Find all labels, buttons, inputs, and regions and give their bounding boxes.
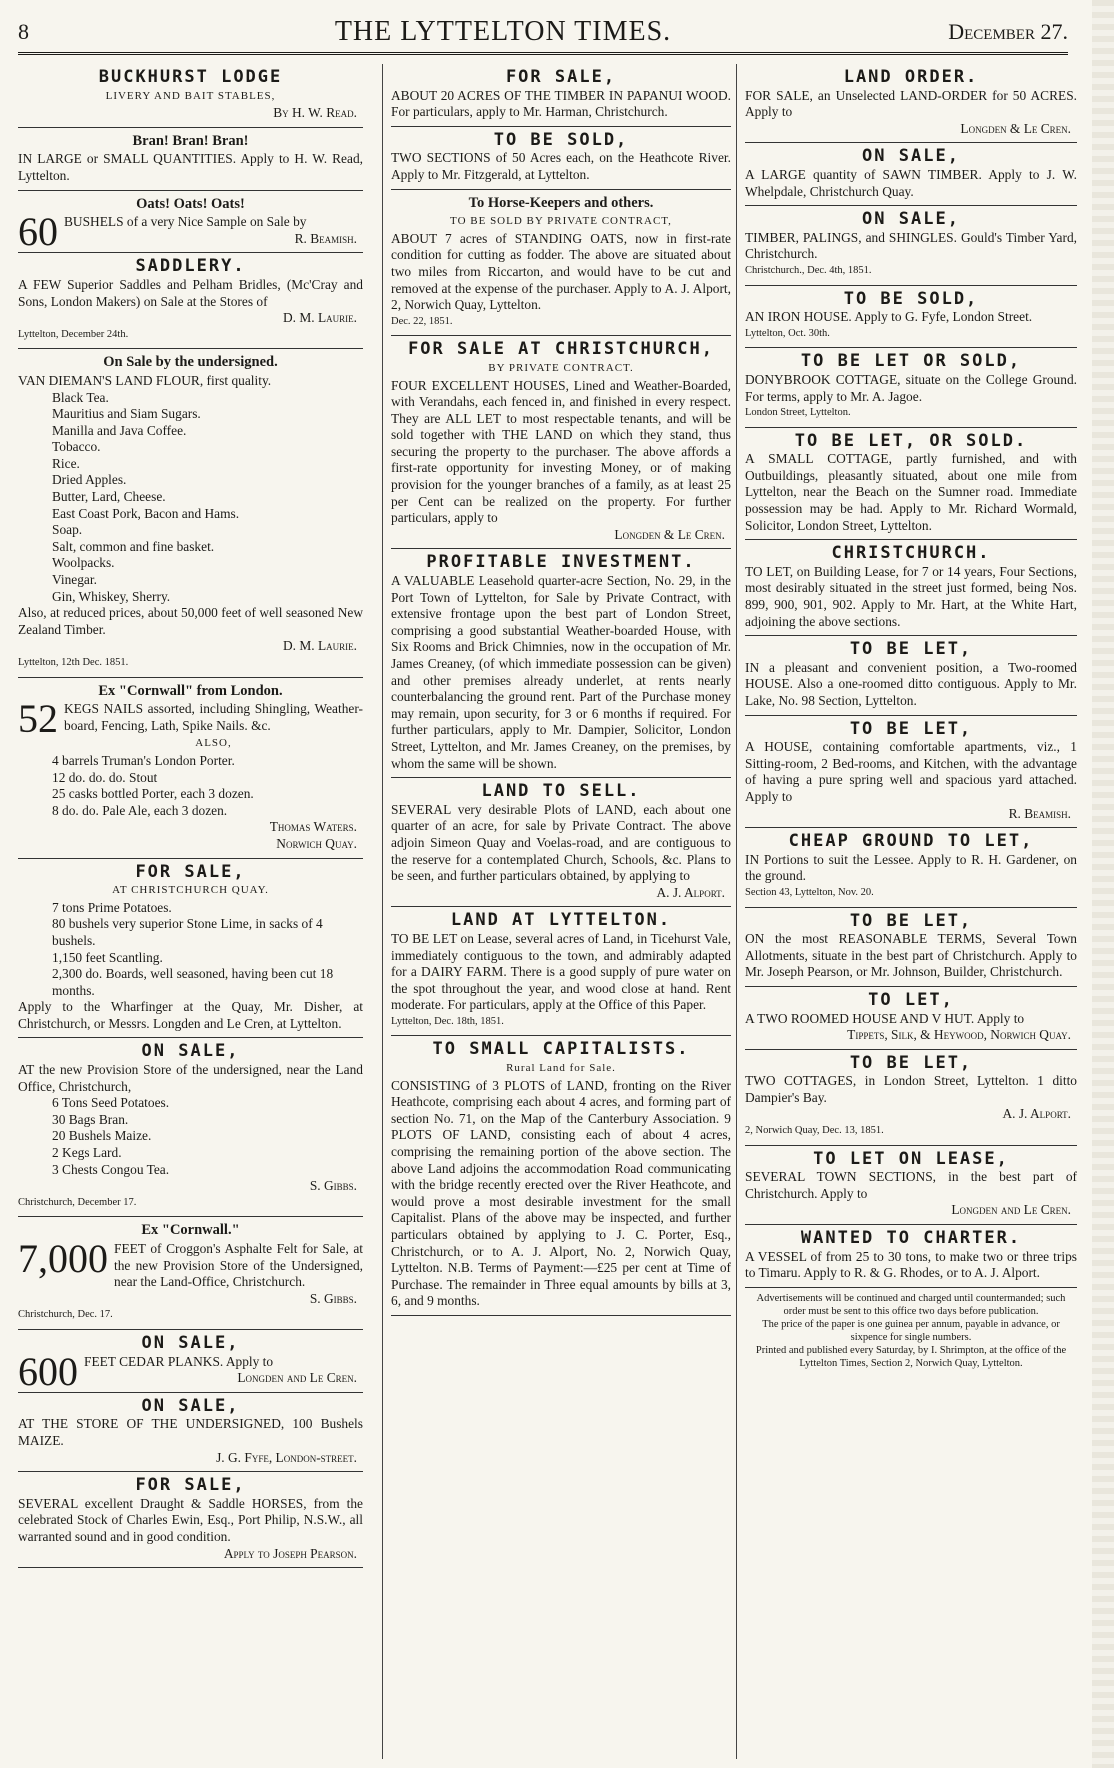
list-item: 1,150 feet Scantling.: [52, 949, 163, 965]
advertisement: [745, 1225, 1077, 1288]
ad-body-text: FEET of Croggon's Asphalte Felt for Sale, at the new Provision Store of the Undersigned, near the Land-Office, Christchurch.: [114, 1241, 363, 1290]
advertisement: [391, 190, 731, 337]
ad-body: [745, 852, 1077, 885]
ad-body-text: A TWO ROOMED HOUSE AND V HUT. Apply to: [745, 1010, 1025, 1026]
list-item: 12 do. do. do. Stout: [52, 769, 158, 785]
advertisement: [745, 286, 1077, 349]
ad-heading: TO BE LET,: [849, 910, 973, 931]
ad-body-text: A SMALL COTTAGE, partly furnished, and with Outbuildings, pleasantly situated, about one mile from Lyttelton, near the Beach on the Sumner road. Immediate possession may be had. Apply to Mr. Richard Wormald, Solicitor, London Street, Lyttelton.: [745, 451, 1077, 533]
advertisement: [18, 859, 363, 1039]
ad-heading: FOR SALE,: [135, 1475, 246, 1496]
ad-subheading: LIVERY AND BAIT STABLES,: [105, 89, 276, 102]
column-1: [18, 64, 363, 1759]
advertisement: [745, 828, 1077, 907]
ad-heading: Ex "Cornwall" from London.: [98, 682, 283, 699]
ad-dateline: London Street, Lyttelton.: [745, 407, 851, 419]
advertisement: [745, 64, 1077, 143]
ad-body-text: TWO COTTAGES, in London Street, Lyttelton. 1 ditto Dampier's Bay.: [745, 1073, 1077, 1105]
ad-body: [745, 1249, 1077, 1282]
advertisement: [18, 128, 363, 191]
ad-body: [391, 1078, 731, 1310]
advertisement: [745, 636, 1077, 715]
list-item: 3 Chests Congou Tea.: [52, 1161, 170, 1177]
ad-dateline: Lyttelton, December 24th.: [18, 328, 129, 340]
ad-tail-text: Also, at reduced prices, about 50,000 feet of well seasoned New Zealand Timber.: [18, 605, 363, 637]
list-item: 4 barrels Truman's London Porter.: [52, 752, 235, 768]
ad-body: [745, 451, 1077, 534]
ad-body: [745, 1073, 1077, 1106]
advertisement: [391, 127, 731, 190]
ad-heading: ON SALE,: [141, 1041, 240, 1062]
ad-large-figure: 52: [18, 696, 58, 742]
ad-body: [745, 88, 1077, 121]
ad-body: [18, 373, 363, 390]
ad-body: [18, 1416, 363, 1449]
ad-body: [18, 1236, 363, 1291]
ad-body-text: IN Portions to suit the Lessee. Apply to R. H. Gardener, on the ground.: [745, 851, 1077, 884]
ad-body-text: SEVERAL excellent Draught & Saddle HORSES, from the celebrated Stock of Charles Ewin, Esq., Port Philip, N.S.W., all warranted sound and in good condition.: [18, 1495, 363, 1544]
ad-heading: Oats! Oats! Oats!: [136, 195, 245, 212]
list-item: Woolpacks.: [52, 555, 115, 571]
ad-dateline: Dec. 22, 1851.: [391, 315, 453, 327]
advertisement: [18, 678, 363, 859]
ad-heading: SADDLERY.: [135, 256, 246, 277]
ad-body-text: A FEW Superior Saddles and Pelham Bridles, (Mc'Cray and Sons, London Makers) on Sale at the Stores of: [18, 276, 363, 309]
advertisement: [745, 987, 1077, 1050]
ad-body: [391, 88, 731, 121]
ad-body: [745, 564, 1077, 630]
ad-body-text: AN IRON HOUSE. Apply to G. Fyfe, London Street.: [745, 309, 1033, 325]
ad-body-text: IN LARGE or SMALL QUANTITIES. Apply to H. W. Read, Lyttelton.: [18, 151, 363, 183]
ad-heading: BUCKHURST LODGE: [98, 67, 283, 87]
ad-signature-address: Norwich Quay.: [276, 835, 357, 851]
ad-body-text: AT the new Provision Store of the undersigned, near the Land Office, Christchurch,: [18, 1062, 363, 1094]
ad-signature: R. Beamish.: [1008, 805, 1071, 821]
ad-body: [745, 309, 1077, 326]
ad-heading: FOR SALE,: [135, 861, 246, 882]
list-item: 20 Bushels Maize.: [52, 1128, 152, 1144]
ad-dateline: Christchurch, December 17.: [18, 1196, 137, 1208]
ad-body-text: FOR SALE, an Unselected LAND-ORDER for 50 ACRES. Apply to: [745, 87, 1077, 120]
ad-body: [745, 1169, 1077, 1202]
notice-line-2: The price of the paper is one guinea per annum, payable in advance, or sixpence for single numbers.: [762, 1318, 1060, 1343]
advertisement: [391, 336, 731, 549]
notice-line-3: Printed and published every Saturday, by I. Shrimpton, at the office of the Lyttelton Times, Section 2, Norwich Quay, Lyttelton.: [755, 1344, 1067, 1369]
advertisement: [18, 1472, 363, 1568]
advertisement: [745, 428, 1077, 541]
ad-body-text: KEGS NAILS assorted, including Shingling, Weather-board, Fencing, Lath, Spike Nails. &c.: [64, 701, 363, 733]
ad-subheading: BY PRIVATE CONTRACT.: [488, 361, 634, 374]
ad-body: [18, 277, 363, 310]
ad-large-figure: 60: [18, 209, 58, 255]
ad-body-text: AT THE STORE OF THE UNDERSIGNED, 100 Bushels MAIZE.: [18, 1416, 363, 1448]
ad-subheading: Rural Land for Sale.: [506, 1062, 616, 1075]
ad-heading: TO LET,: [868, 989, 954, 1010]
ad-body: [745, 167, 1077, 200]
ad-body: [391, 150, 731, 183]
ad-body-text: SEVERAL very desirable Plots of LAND, each about one quarter of an acre, for sale by Private Contract. The above adjoin Simeon Quay and Voelas-road, and are contiguous to the reserve for a contemplated Church, Schools, &c. Plans to be seen, and further particulars obtained, by applying to: [391, 801, 731, 884]
publication-notice: [745, 1288, 1077, 1370]
ad-body-text: ABOUT 20 ACRES OF THE TIMBER IN PAPANUI WOOD. For particulars, apply to Mr. Harman, Christchurch.: [391, 87, 731, 120]
ad-signature: S. Gibbs.: [309, 1178, 357, 1194]
ad-signature: Longden and Le Cren.: [951, 1202, 1071, 1218]
ad-body-text: ABOUT 7 acres of STANDING OATS, now in first-rate condition for cutting as fodder. The above are situated about two miles from Riccarton, and would have to be cut and removed at the expense of the purchaser. Apply to A. J. Alport, 2, Norwich Quay, Lyttelton.: [391, 230, 731, 313]
ad-heading: TO BE LET,: [849, 1052, 973, 1073]
ad-heading: TO BE SOLD,: [843, 288, 979, 309]
advertisement: [745, 1050, 1077, 1146]
ad-dateline: Section 43, Lyttelton, Nov. 20.: [745, 886, 874, 898]
ad-item-list: [18, 390, 363, 606]
ad-heading: CHEAP GROUND TO LET,: [788, 831, 1034, 852]
column-3: [736, 64, 1077, 1759]
ad-signature: A. J. Alport.: [656, 884, 725, 900]
ad-large-figure: 7,000: [18, 1236, 108, 1281]
ad-body-text: FEET CEDAR PLANKS. Apply to: [84, 1353, 274, 1369]
ad-heading: ON SALE,: [862, 209, 960, 230]
ad-body-text: A LARGE quantity of SAWN TIMBER. Apply to J. W. Whelpdale, Christchurch Quay.: [745, 166, 1077, 199]
ad-dateline: Christchurch., Dec. 4th, 1851.: [745, 264, 872, 276]
advertisement: [18, 1330, 363, 1393]
advertisement: [391, 1036, 731, 1316]
ad-heading: Ex "Cornwall.": [141, 1222, 240, 1239]
ad-body: [18, 151, 363, 184]
advertisement: [745, 1146, 1077, 1225]
ad-body: [745, 372, 1077, 405]
advertisement: [18, 253, 363, 349]
list-item: Soap.: [52, 522, 83, 538]
ad-heading: ON SALE,: [141, 1332, 240, 1353]
ad-body-text: A VALUABLE Leasehold quarter-acre Section, No. 29, in the Port Town of Lyttelton, for Sale by Private Contract, with extensive frontage upon the best part of London Street, comprising a good substantial Weather-boarded House, with Six Rooms and Brick Chimnies, now in the occupation of Mr. James Creaney, (of which immediate possession can be given) and other premises already underlet, at rents nearly counterbalancing the ground rent. Part of the Purchase money may remain, upon security, for 3 or 6 months if required. For further particulars, apply to Mr. Dampier, Solicitor, London Street, Lyttelton, and Mr. James Creaney, on the premises, by whom the same will be shown.: [391, 573, 731, 771]
ad-body-text: TIMBER, PALINGS, and SHINGLES. Gould's Timber Yard, Christchurch.: [745, 229, 1077, 262]
ad-item-list: [18, 753, 363, 819]
ad-signature: J. G. Fyfe, London-street.: [216, 1449, 357, 1465]
ad-also: ALSO,: [195, 737, 232, 750]
masthead: [18, 12, 1068, 55]
list-item: Manilla and Java Coffee.: [52, 422, 187, 438]
advertisement: [18, 64, 363, 128]
advertisement: [18, 1038, 363, 1217]
list-item: Gin, Whiskey, Sherry.: [52, 588, 171, 604]
ad-dateline: Christchurch, Dec. 17.: [18, 1309, 113, 1321]
ad-item-list: [18, 1095, 363, 1178]
ad-body-text: TO LET, on Building Lease, for 7 or 14 years, Four Sections, most desirably situated in the street just formed, being Nos. 899, 900, 901, 902. Apply to Mr. Hart, at the White Hart, adjoining the above sections.: [745, 563, 1077, 629]
ad-body-text: BUSHELS of a very Nice Sample on Sale by: [64, 214, 307, 230]
ad-body: [391, 802, 731, 885]
advertisement: [391, 549, 731, 778]
column-2: [382, 64, 731, 1759]
ad-body-text: ON the most REASONABLE TERMS, Several Town Allotments, situate in the best part of Christchurch. Apply to Mr. Joseph Pearson, or Mr. Johnson, Builder, Christchurch.: [745, 931, 1077, 980]
ad-body: [18, 696, 363, 742]
list-item: Mauritius and Siam Sugars.: [52, 406, 201, 422]
ad-signature: Longden & Le Cren.: [614, 526, 725, 542]
ad-signature: Apply to Joseph Pearson.: [223, 1545, 357, 1561]
list-item: 7 tons Prime Potatoes.: [52, 899, 172, 915]
ad-heading: To Horse-Keepers and others.: [468, 194, 654, 211]
ad-body: [391, 931, 731, 1014]
ad-signature: A. J. Alport.: [1002, 1106, 1071, 1122]
ad-heading: On Sale by the undersigned.: [103, 354, 278, 371]
ad-signature: Tippets, Silk, & Heywood, Norwich Quay.: [847, 1027, 1071, 1043]
advertisement: [18, 1217, 363, 1330]
advertisement: [18, 191, 363, 254]
ad-heading: Bran! Bran! Bran!: [132, 132, 249, 149]
ad-heading: TO SMALL CAPITALISTS.: [432, 1039, 690, 1060]
advertisement: [745, 908, 1077, 987]
advertisement: [18, 1393, 363, 1472]
ad-heading: TO BE LET,: [849, 639, 973, 660]
ad-signature: By H. W. Read.: [273, 105, 357, 121]
issue-date: December 27.: [948, 19, 1068, 44]
ad-heading: TO BE SOLD,: [493, 129, 629, 150]
ad-body: [391, 231, 731, 314]
advertisement: [391, 907, 731, 1036]
advertisement: [745, 348, 1077, 427]
ad-heading: WANTED TO CHARTER.: [800, 1228, 1022, 1249]
list-item: 25 casks bottled Porter, each 3 dozen.: [52, 786, 254, 802]
ad-tail-text: Apply to the Wharfinger at the Quay, Mr. Disher, at Christchurch, or Messrs. Longden and Le Cren, at Lyttelton.: [18, 999, 363, 1031]
ad-large-figure: 600: [18, 1348, 78, 1394]
ad-dateline: 2, Norwich Quay, Dec. 13, 1851.: [745, 1125, 884, 1137]
ad-body: [745, 660, 1077, 710]
advertisement: [745, 540, 1077, 636]
list-item: East Coast Pork, Bacon and Hams.: [52, 505, 240, 521]
ad-heading: LAND AT LYTTELTON.: [450, 910, 672, 931]
ad-body: [391, 378, 731, 527]
ad-heading: TO BE LET,: [849, 718, 973, 739]
ad-body: [745, 739, 1077, 805]
ad-heading: FOR SALE AT CHRISTCHURCH,: [408, 339, 714, 360]
list-item: Salt, common and fine basket.: [52, 538, 215, 554]
ad-signature: Thomas Waters.: [269, 819, 357, 835]
ad-subheading: TO BE SOLD BY PRIVATE CONTRACT,: [450, 215, 672, 228]
ad-signature: D. M. Laurie.: [283, 638, 357, 654]
ad-heading: LAND ORDER.: [843, 67, 979, 87]
advertisement: [391, 778, 731, 907]
ad-heading: LAND TO SELL.: [481, 781, 641, 802]
ad-body-text: TO BE LET on Lease, several acres of Land, in Ticehurst Vale, immediately contiguous to the town, and admirably adapted for a DAIRY FARM. There is a good supply of pure water on the spot throughout the year, and wood close at hand. Rent moderate. For particulars, apply at the Office of this Paper.: [391, 930, 731, 1013]
list-item: 6 Tons Seed Potatoes.: [52, 1095, 170, 1111]
ad-signature: D. M. Laurie.: [283, 310, 357, 326]
ad-heading: FOR SALE,: [505, 67, 617, 87]
ad-heading: TO BE LET, OR SOLD.: [794, 430, 1028, 451]
advertisement: [391, 64, 731, 127]
ad-body: [745, 931, 1077, 981]
column-3-ads: [745, 64, 1077, 1288]
advertisement: [18, 349, 363, 677]
list-item: Vinegar.: [52, 572, 97, 588]
ad-heading: CHRISTCHURCH.: [831, 543, 991, 564]
ad-body-text: TWO SECTIONS of 50 Acres each, on the Heathcote River. Apply to Mr. Fitzgerald, at Lyttelton.: [391, 150, 731, 182]
page-number: 8: [18, 19, 29, 44]
ad-signature: Longden and Le Cren.: [237, 1370, 357, 1386]
list-item: 2 Kegs Lard.: [52, 1145, 122, 1161]
ad-body: [745, 230, 1077, 263]
list-item: 80 bushels very superior Stone Lime, in sacks of 4 bushels.: [52, 916, 323, 948]
ad-subheading: AT CHRISTCHURCH QUAY.: [112, 884, 269, 897]
ad-body: [18, 1496, 363, 1546]
list-item: Dried Apples.: [52, 472, 127, 488]
advertisement: [745, 143, 1077, 206]
notice-line-1: Advertisements will be continued and charged until countermanded; such order must be sent to this office two days before publication.: [756, 1292, 1066, 1317]
ad-body-text: VAN DIEMAN'S LAND FLOUR, first quality.: [18, 372, 272, 388]
list-item: 8 do. do. Pale Ale, each 3 dozen.: [52, 802, 228, 818]
ad-body: [18, 1062, 363, 1095]
list-item: Tobacco.: [52, 439, 101, 455]
ad-body-text: CONSISTING of 3 PLOTS of LAND, fronting on the River Heathcote, comprising each about 4 acres, and forming part of section No. 71, on the Map of the Canterbury Association. 9 PLOTS OF LAND, consisting each of about 4 acres, comprising the remaining portion of the above section. The above Land adjoins the accommodation Road communicating with the bridge recently erected over the River Heathcote, and would prove a most desirable investment for the small Capitalist. Plans of the above may be inspected, and further particulars obtained by applying to J. C. Porter, Esq., Christchurch, or to A. J. Alport, No. 2, Norwich Quay, Lyttelton. N.B. Terms of Payment:—£25 per cent at Time of Purchase. The remainder in Three equal amounts by bills at 3, 6, and 9 months.: [391, 1077, 731, 1309]
ad-signature: R. Beamish.: [294, 230, 357, 246]
ad-body-text: SEVERAL TOWN SECTIONS, in the best part of Christchurch. Apply to: [745, 1169, 1077, 1201]
advertisement: [745, 716, 1077, 829]
ad-dateline: Lyttelton, Oct. 30th.: [745, 327, 830, 339]
ad-body-text: A HOUSE, containing comfortable apartments, viz., 1 Sitting-room, 2 Bed-rooms, and Kitchen, with the advantage of having a pure spring well and spacious yard attached. Apply to: [745, 739, 1077, 804]
ad-heading: PROFITABLE INVESTMENT.: [426, 552, 696, 573]
ad-body: [745, 1011, 1077, 1028]
ad-body: [391, 573, 731, 772]
ad-heading: ON SALE,: [862, 146, 960, 167]
ad-body-text: IN a pleasant and convenient position, a Two-roomed HOUSE. Also a one-roomed ditto contiguous. Apply to Mr. Lake, No. 98 Section, Lyttelton.: [745, 659, 1077, 708]
ad-dateline: Lyttelton, Dec. 18th, 1851.: [391, 1015, 504, 1027]
list-item: Butter, Lard, Cheese.: [52, 489, 166, 505]
ad-item-list: [18, 900, 363, 1000]
ad-dateline: Lyttelton, 12th Dec. 1851.: [18, 657, 129, 668]
ad-body-text: DONYBROOK COTTAGE, situate on the College Ground. For terms, apply to Mr. A. Jagoe.: [745, 371, 1077, 404]
list-item: 2,300 do. Boards, well seasoned, having been cut 18 months.: [52, 966, 334, 998]
ad-heading: ON SALE,: [141, 1395, 240, 1416]
ad-signature: S. Gibbs.: [309, 1290, 357, 1306]
page-edge: [1092, 0, 1114, 1768]
ad-heading: TO LET ON LEASE,: [813, 1148, 1009, 1169]
list-item: Black Tea.: [52, 389, 109, 405]
ad-heading: TO BE LET OR SOLD,: [800, 351, 1022, 372]
advertisement: [745, 206, 1077, 285]
ad-signature: Longden & Le Cren.: [960, 120, 1071, 136]
list-item: 30 Bags Bran.: [52, 1111, 129, 1127]
ad-body-text: FOUR EXCELLENT HOUSES, Lined and Weather-Boarded, with Verandahs, each fenced in, and finished in every respect. They are ALL LET to most respectable tenants, and will be sold together with THE LAND on which they stand, thus securing the property to the purchaser. The above affords a first-rate opportunity for investing Money, or of making provision for the younger branches of a family, as at least 25 per Cent can be realized on the property. For further particulars, apply to: [391, 377, 731, 526]
newspaper-title: THE LYTTELTON TIMES.: [334, 16, 672, 47]
ad-body-text: A VESSEL of from 25 to 30 tons, to make two or three trips to Timaru. Apply to R. & G. Rhodes, or to A. J. Alport.: [745, 1248, 1077, 1281]
list-item: Rice.: [52, 455, 80, 471]
